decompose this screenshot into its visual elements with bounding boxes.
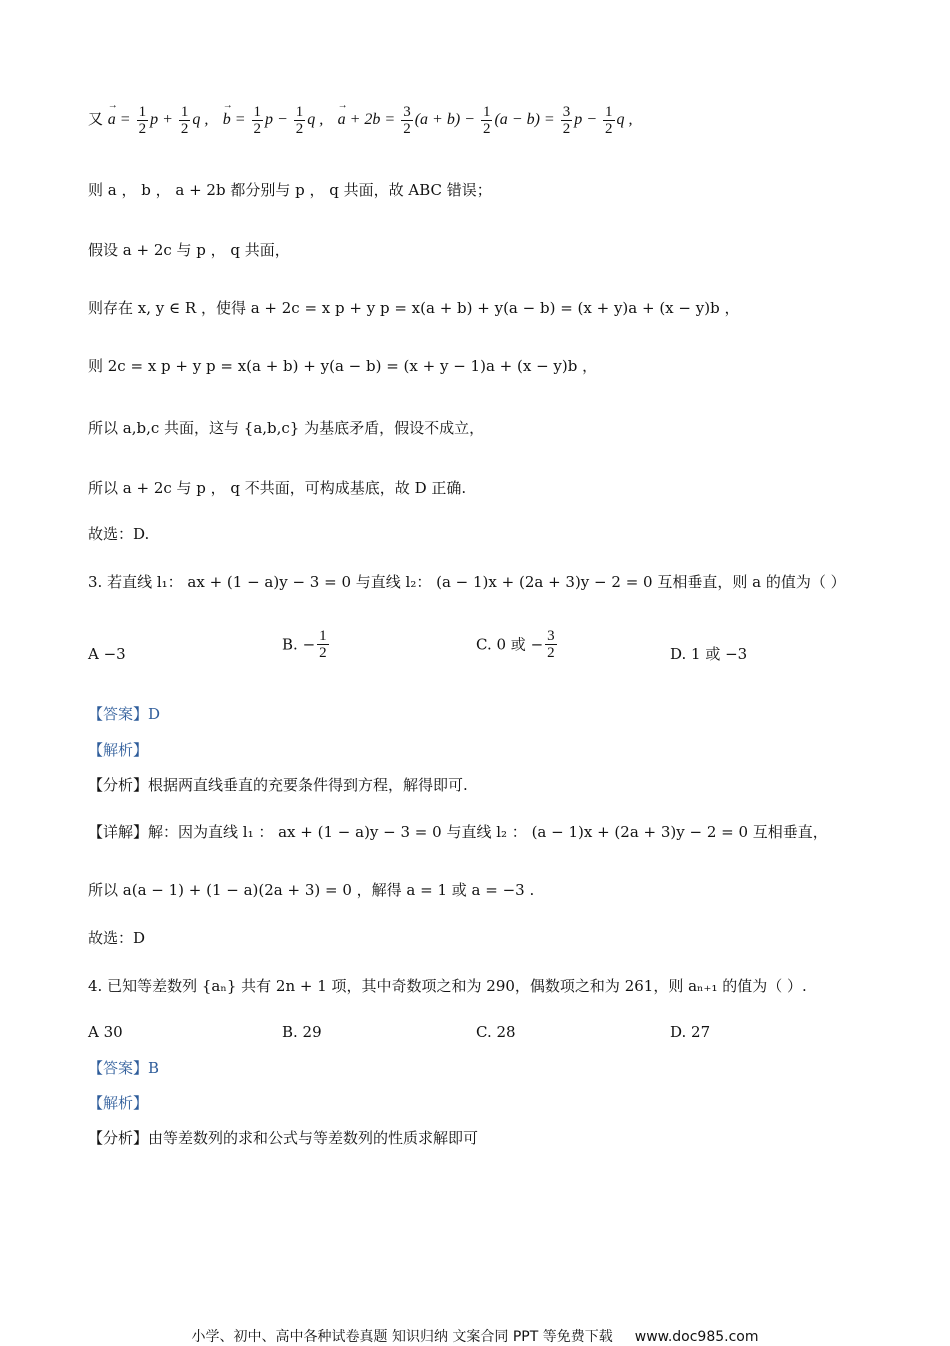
q4-answer: 【答案】B (88, 1059, 160, 1077)
assumption: 假设 a + 2c 与 p ， q 共面， (88, 241, 290, 259)
q3-detail: 【详解】解：因为直线 l₁ ： ax + (1 − a)y − 3 = 0 与直线 l₂ ： (a − 1)x + (2a + 3)y − 2 = 0 互相垂直， (88, 823, 828, 841)
q3-answer: 【答案】D (88, 705, 161, 723)
choice-d: 故选：D. (88, 525, 150, 543)
q4-option-b: B. 29 (282, 1023, 322, 1041)
q4-option-c: C. 28 (476, 1023, 516, 1041)
a2b-definition: → a + 2b = $\frac{3}{2}$ (a + b) − $\frac{1}{2}$ (a − b) = $\frac{3}{2}$ p − $\frac{1}{2}$ q , (338, 111, 633, 128)
q3-solution: 所以 a(a − 1) + (1 − a)(2a + 3) = 0 ，解得 a = 1 或 a = −3 . (88, 881, 535, 899)
conclusion-d: 所以 a + 2c 与 p ， q 不共面，可构成基底，故 D 正确. (88, 479, 467, 497)
q3-option-d: D. 1 或 −3 (670, 645, 748, 663)
b-definition: → b = $\frac{1}{2}$ p − $\frac{1}{2}$ q , (223, 111, 324, 128)
text-you: 又 (88, 110, 104, 129)
q3-option-c: C. 0 或 − $\frac{3}{2}$ (476, 628, 555, 661)
question-3-stem: 3. 若直线 l₁： ax + (1 − a)y − 3 = 0 与直线 l₂： (a − 1)x + (2a + 3)y − 2 = 0 互相垂直，则 a 的值为（ ） (88, 573, 846, 591)
q4-analysis: 【分析】由等差数列的求和公式与等差数列的性质求解即可 (88, 1129, 479, 1147)
q4-option-d: D. 27 (670, 1023, 711, 1041)
q3-choice: 故选：D (88, 929, 146, 947)
q4-option-a: A 30 (88, 1023, 123, 1041)
q4-analysis-heading: 【解析】 (88, 1094, 149, 1112)
question-4-stem: 4. 已知等差数列 {aₙ} 共有 2n + 1 项，其中奇数项之和为 290，偶数项之和为 261，则 aₙ₊₁ 的值为（ ）. (88, 977, 807, 995)
coplanar-statement: 则 a ， b ， a + 2b 都分别与 p ， q 共面，故 ABC 错误； (88, 181, 492, 199)
derived-equation: 则 2c = x p + y p = x(a + b) + y(a − b) = (x + y − 1)a + (x − y)b ， (88, 357, 598, 375)
footer-site-link[interactable]: www.doc985.com (634, 1329, 759, 1345)
contradiction: 所以 a,b,c 共面，这与 {a,b,c} 为基底矛盾，假设不成立， (88, 419, 485, 437)
q3-option-a: A −3 (88, 645, 126, 663)
q3-analysis: 【分析】根据两直线垂直的充要条件得到方程，解得即可. (88, 776, 468, 794)
footer-text: 小学、初中、高中各种试卷真题 知识归纳 文案合同 PPT 等免费下载 (191, 1329, 613, 1345)
a-definition: → a = $\frac{1}{2}$ p + $\frac{1}{2}$ q , (108, 111, 209, 128)
q3-option-b: B. − $\frac{1}{2}$ (282, 628, 327, 661)
page-footer (0, 1326, 950, 1346)
existence-equation: 则存在 x, y ∈ R ，使得 a + 2c = x p + y p = x(a + b) + y(a − b) = (x + y)a + (x − y)b ， (88, 299, 740, 317)
q3-analysis-heading: 【解析】 (88, 741, 149, 759)
vector-definitions (88, 104, 633, 137)
